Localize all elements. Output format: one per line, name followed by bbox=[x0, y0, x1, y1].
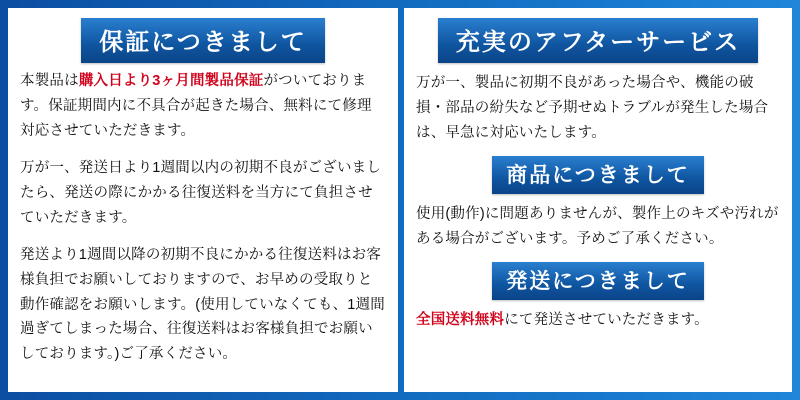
shipping-heading-row bbox=[416, 262, 780, 300]
shipping-section bbox=[416, 262, 780, 333]
product-section bbox=[416, 156, 780, 252]
after-service-body: 万が一、製品に初期不良があった場合や、機能の破損・部品の紛失など予期せぬトラブルが発生した場合は、早急に対応いたします。 bbox=[416, 75, 769, 141]
shipping-body-rest: にて発送させていただきます。 bbox=[504, 311, 709, 328]
warranty-heading-row bbox=[20, 18, 386, 63]
after-service-section bbox=[416, 18, 780, 146]
after-service-heading: 充実のアフターサービス bbox=[438, 18, 758, 63]
warranty-panel bbox=[8, 8, 398, 392]
shipping-free-highlight: 全国送料無料 bbox=[416, 311, 505, 328]
shipping-body bbox=[416, 308, 780, 333]
warranty-text-tail: がついております。保証期間内に不具合が起きた場合、無料にて修理対応させていただきます。 bbox=[20, 73, 372, 139]
product-body: 使用(動作)に問題ありませんが、製作上のキズや汚れがある場合がございます。予めご了承ください。 bbox=[416, 205, 779, 247]
after-service-heading-row bbox=[416, 18, 780, 63]
warranty-paragraph-3: 発送より1週間以降の初期不良にかかる往復送料はお客様負担でお願いしておりますので、お早めの受取りと動作確認をお願いします。(使用していなくても、1週間過ぎてしまった場合、往復送料はお客様負担でお願いしております。)ご了承ください。 bbox=[20, 246, 385, 363]
shipping-heading: 発送につきまして bbox=[492, 262, 704, 300]
warranty-text-lead: 本製品は bbox=[20, 73, 79, 89]
warranty-text-emphasis: 購入日より3ヶ月間製品保証 bbox=[78, 73, 264, 89]
service-panel bbox=[404, 8, 792, 392]
product-heading-row bbox=[416, 156, 780, 194]
product-heading: 商品につきまして bbox=[492, 156, 704, 194]
warranty-paragraph-2: 万が一、発送日より1週間以内の初期不良がございましたら、発送の際にかかる往復送料を当方にて負担させていただきます。 bbox=[20, 159, 382, 226]
warranty-paragraph-1 bbox=[20, 69, 386, 144]
warranty-heading: 保証につきまして bbox=[81, 18, 325, 63]
